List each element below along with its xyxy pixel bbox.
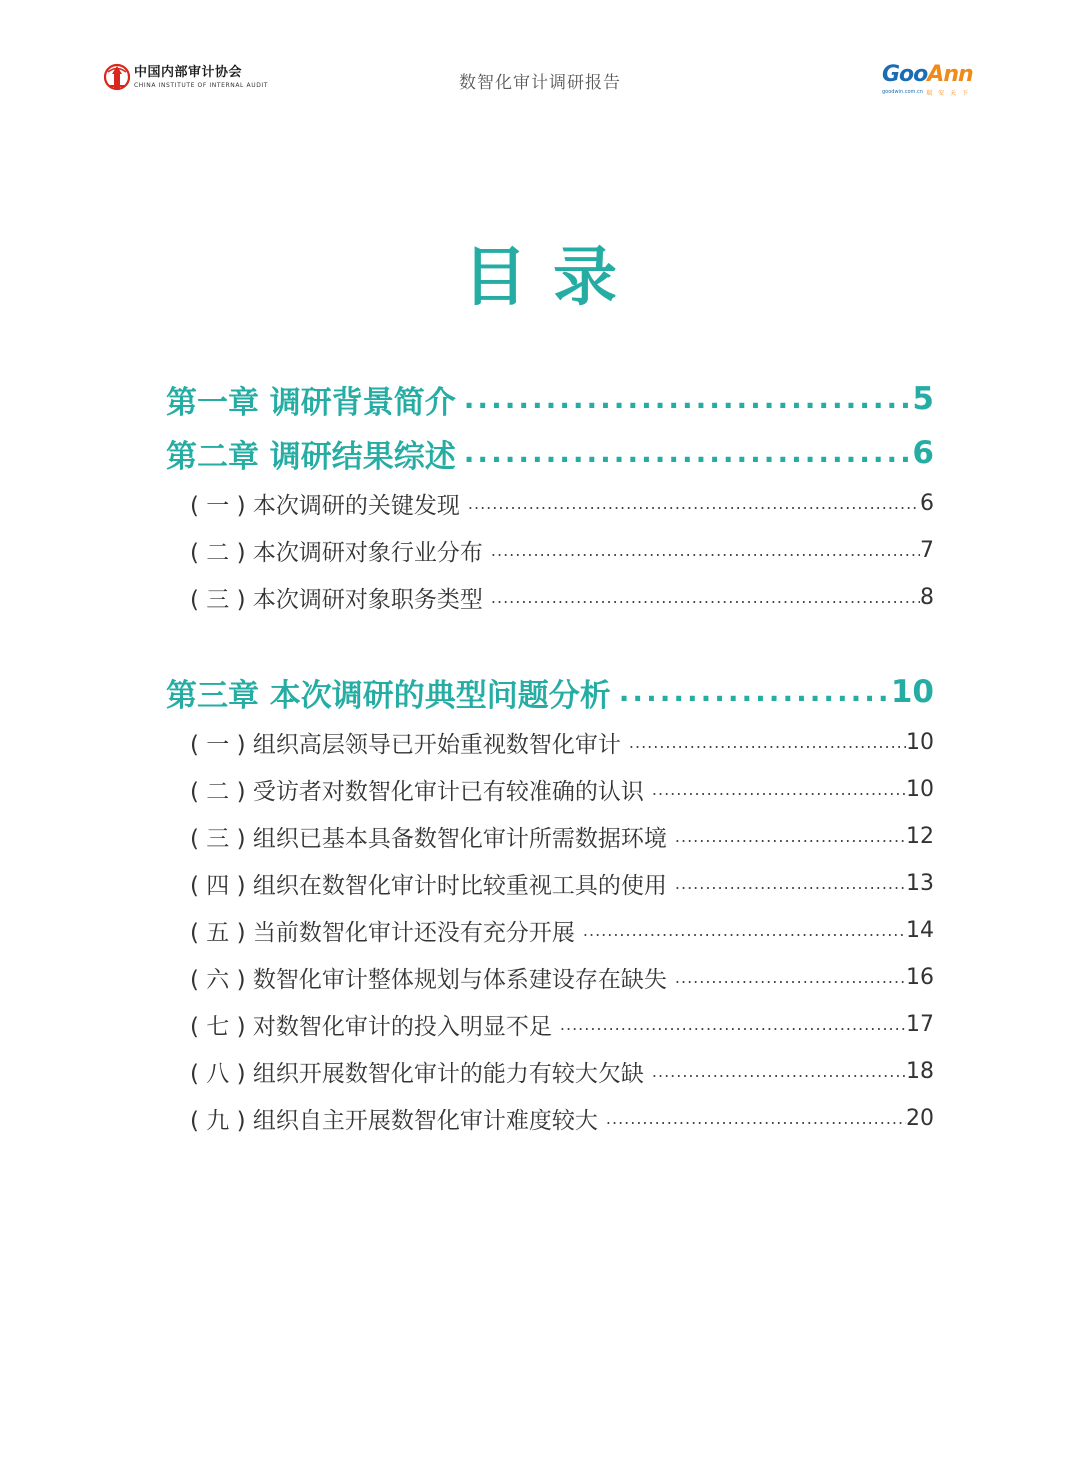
section-page-number: 20 bbox=[906, 1106, 934, 1131]
leader-dots bbox=[460, 496, 920, 512]
section-page-number: 10 bbox=[906, 730, 934, 755]
section-label: ( 二 ) 受访者对数智化审计已有较准确的认识 bbox=[190, 779, 644, 805]
chapter-label: 第二章 调研结果综述 bbox=[166, 438, 456, 475]
section-label: ( 七 ) 对数智化审计的投入明显不足 bbox=[190, 1014, 552, 1040]
toc-section-3-5[interactable] bbox=[166, 907, 934, 954]
section-page-number: 8 bbox=[920, 585, 934, 610]
page-header bbox=[0, 56, 1080, 100]
section-label: ( 六 ) 数智化审计整体规划与体系建设存在缺失 bbox=[190, 967, 667, 993]
toc-chapter-1[interactable] bbox=[166, 372, 934, 426]
page-title: 目录 bbox=[463, 241, 643, 315]
toc-section-3-1[interactable] bbox=[166, 719, 934, 766]
chapter-label: 第一章 调研背景简介 bbox=[166, 384, 456, 421]
leader-dots bbox=[598, 1111, 906, 1127]
section-page-number: 17 bbox=[906, 1012, 934, 1037]
gooann-logo bbox=[882, 62, 974, 96]
section-label: ( 三 ) 本次调研对象职务类型 bbox=[190, 587, 483, 613]
leader-dots bbox=[552, 1017, 906, 1033]
leader-dots bbox=[621, 735, 906, 751]
leader-dots bbox=[667, 876, 906, 892]
toc-section-3-4[interactable] bbox=[166, 860, 934, 907]
section-label: ( 四 ) 组织在数智化审计时比较重视工具的使用 bbox=[190, 873, 667, 899]
section-label: ( 二 ) 本次调研对象行业分布 bbox=[190, 540, 483, 566]
toc-section-3-2[interactable] bbox=[166, 766, 934, 813]
section-label: ( 五 ) 当前数智化审计还没有充分开展 bbox=[190, 920, 575, 946]
leader-dots bbox=[483, 543, 920, 559]
section-page-number: 7 bbox=[920, 538, 934, 563]
toc-section-3-9[interactable] bbox=[166, 1095, 934, 1142]
section-label: ( 八 ) 组织开展数智化审计的能力有较大欠缺 bbox=[190, 1061, 644, 1087]
leader-dots bbox=[456, 439, 909, 467]
logo-sub-cn: 瑞 安 天 下 bbox=[926, 90, 970, 97]
table-of-contents bbox=[166, 372, 934, 1142]
section-page-number: 13 bbox=[906, 871, 934, 896]
section-label: ( 九 ) 组织自主开展数智化审计难度较大 bbox=[190, 1108, 598, 1134]
section-label: ( 三 ) 组织已基本具备数智化审计所需数据环境 bbox=[190, 826, 667, 852]
section-page-number: 14 bbox=[906, 918, 934, 943]
leader-dots bbox=[644, 1064, 906, 1080]
leader-dots bbox=[483, 590, 920, 606]
section-label: ( 一 ) 组织高层领导已开始重视数智化审计 bbox=[190, 732, 621, 758]
chapter-page-number: 6 bbox=[912, 435, 934, 471]
section-label: ( 一 ) 本次调研的关键发现 bbox=[190, 493, 460, 519]
report-title: 数智化审计调研报告 bbox=[459, 73, 621, 93]
section-page-number: 6 bbox=[920, 491, 934, 516]
chapter-label: 第三章 本次调研的典型问题分析 bbox=[166, 677, 611, 714]
chapter-page-number: 5 bbox=[912, 381, 934, 417]
leader-dots bbox=[644, 782, 906, 798]
toc-section-2-3[interactable] bbox=[166, 574, 934, 621]
logo-sub-url: goodwin.com.cn bbox=[882, 89, 923, 95]
leader-dots bbox=[667, 970, 906, 986]
toc-section-3-6[interactable] bbox=[166, 954, 934, 1001]
section-page-number: 12 bbox=[906, 824, 934, 849]
ciia-name-en: CHINA INSTITUTE OF INTERNAL AUDIT bbox=[134, 81, 269, 89]
toc-chapter-3[interactable] bbox=[166, 665, 934, 719]
section-page-number: 10 bbox=[906, 777, 934, 802]
ciia-name-cn: 中国内部审计协会 bbox=[134, 64, 243, 80]
toc-section-3-7[interactable] bbox=[166, 1001, 934, 1048]
leader-dots bbox=[667, 829, 906, 845]
toc-section-2-1[interactable] bbox=[166, 480, 934, 527]
toc-chapter-2[interactable] bbox=[166, 426, 934, 480]
chapter-page-number: 10 bbox=[890, 674, 934, 710]
toc-section-2-2[interactable] bbox=[166, 527, 934, 574]
toc-section-3-3[interactable] bbox=[166, 813, 934, 860]
toc-section-3-8[interactable] bbox=[166, 1048, 934, 1095]
section-page-number: 18 bbox=[906, 1059, 934, 1084]
leader-dots bbox=[575, 923, 906, 939]
leader-dots bbox=[611, 678, 887, 706]
logo-word-goo: Goo bbox=[882, 62, 928, 87]
leader-dots bbox=[456, 385, 909, 413]
section-page-number: 16 bbox=[906, 965, 934, 990]
logo-word-ann: Ann bbox=[927, 62, 973, 87]
toc-spacer bbox=[166, 621, 934, 665]
